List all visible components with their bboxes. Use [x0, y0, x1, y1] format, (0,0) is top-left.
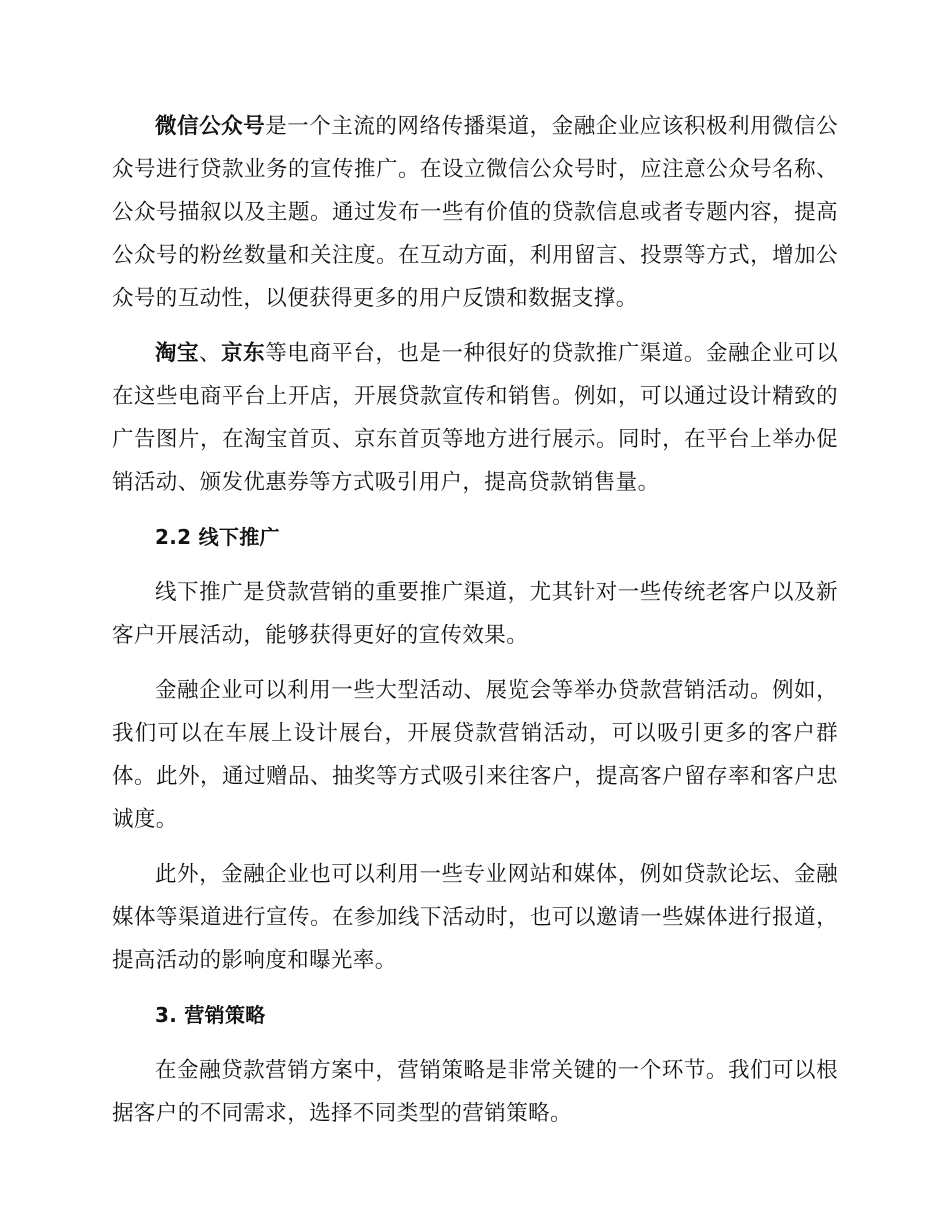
bold-term-taobao: 淘宝 [155, 341, 200, 366]
paragraph-media: 此外，金融企业也可以利用一些专业网站和媒体，例如贷款论坛、金融媒体等渠道进行宣传。在参加线下活动时，也可以邀请一些媒体进行报道，提高活动的影响度和曝光率。 [112, 862, 838, 973]
paragraph-wechat [112, 105, 838, 320]
document-body [112, 105, 838, 1147]
paragraph-strategy: 在金融贷款营销方案中，营销策略是非常关键的一个环节。我们可以根据客户的不同需求，选择不同类型的营销策略。 [112, 1058, 838, 1126]
separator-text: 、 [199, 341, 222, 366]
paragraph-text: 是一个主流的网络传播渠道，金融企业应该积极利用微信公众号进行贷款业务的宣传推广。在设立微信公众号时，应注意公众号名称、公众号描叙以及主题。通过发布一些有价值的贷款信息或者专题内容，提高公众号的粉丝数量和关注度。在互动方面，利用留言、投票等方式，增加公众号的互动性，以便获得更多的用户反馈和数据支撑。 [112, 114, 838, 311]
section-heading-offline: 2.2 线下推广 [155, 525, 280, 549]
paragraph-ecommerce [112, 332, 838, 504]
paragraph-text: 等电商平台，也是一种很好的贷款推广渠道。金融企业可以在这些电商平台上开店，开展贷款宣传和销售。例如，可以通过设计精致的广告图片，在淘宝首页、京东首页等地方进行展示。同时，在平台上举办促销活动、颁发优惠券等方式吸引用户，提高贷款销售量。 [112, 341, 838, 495]
bold-term-jd: 京东 [221, 341, 266, 366]
section-heading-strategy: 3. 营销策略 [155, 1003, 266, 1027]
paragraph-offline-intro: 线下推广是贷款营销的重要推广渠道，尤其针对一些传统老客户以及新客户开展活动，能够获得更好的宣传效果。 [112, 580, 838, 648]
bold-term-wechat: 微信公众号 [155, 114, 266, 139]
paragraph-events: 金融企业可以利用一些大型活动、展览会等举办贷款营销活动。例如，我们可以在车展上设计展台，开展贷款营销活动，可以吸引更多的客户群体。此外，通过赠品、抽奖等方式吸引来往客户，提高客户留存率和客户忠诚度。 [112, 678, 838, 832]
